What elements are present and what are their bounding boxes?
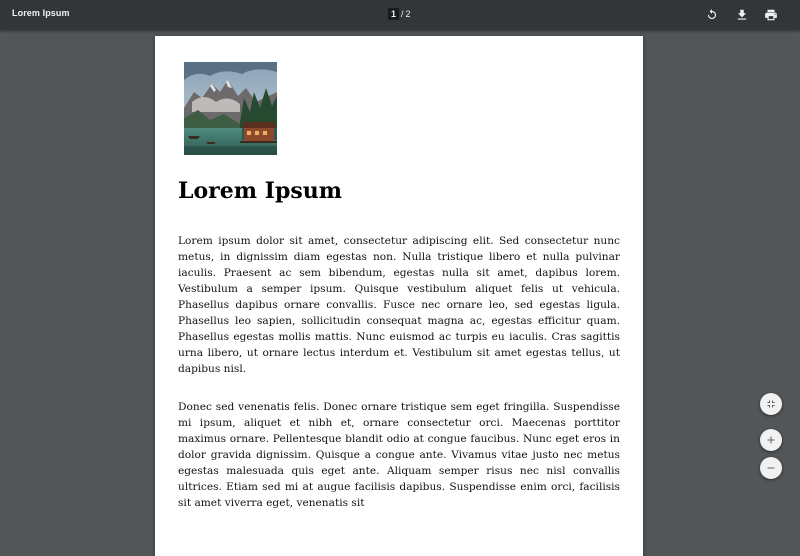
fit-to-page-button[interactable] bbox=[760, 393, 782, 415]
mountain-lake-cabin-photo bbox=[184, 62, 277, 155]
body-paragraph: Donec sed venenatis felis. Donec ornare tristique sem eget fringilla. Suspendisse mi ipsum, aliquet et nibh et, ornare consectetur orci. Maecenas porttitor maximus ornare. Pellentesque blandit odio at congue faucibus. Nunc eget eros in dolor gravida dignissim. Quisque a congue ante. Vivamus vitae justo nec metus egestas malesuada quis eget ante. Aliquam semper risus nec nisl convallis ultrices. Etiam sed mi at augue facilisis dapibus. Suspendisse enim orci, facilisis sit amet viverra eget, venenatis sit bbox=[178, 401, 620, 509]
document-viewer[interactable] bbox=[0, 30, 800, 509]
pdf-toolbar bbox=[0, 0, 800, 30]
minus-icon bbox=[765, 462, 777, 474]
landscape-image bbox=[184, 62, 277, 155]
rotate-icon bbox=[705, 8, 719, 22]
print-icon bbox=[764, 8, 778, 22]
pdf-page bbox=[155, 36, 643, 556]
fit-to-page-icon bbox=[765, 398, 777, 410]
plus-icon bbox=[765, 434, 777, 446]
document-heading: Lorem Ipsum bbox=[178, 178, 343, 204]
page-separator: / bbox=[401, 9, 404, 19]
print-button[interactable] bbox=[761, 5, 781, 25]
page-number-input[interactable]: 1 bbox=[388, 8, 399, 20]
page-indicator bbox=[388, 8, 411, 20]
zoom-in-button[interactable] bbox=[760, 429, 782, 451]
body-paragraph: Lorem ipsum dolor sit amet, consectetur adipiscing elit. Sed consectetur nunc metus, in dignissim diam egestas non. Nulla tristique libero et nulla pulvinar iaculis. Praesent ac sem bibendum, egestas nulla sit amet, dapibus lorem. Vestibulum a semper ipsum. Quisque vestibulum aliquet felis ut vehicula. Phasellus dapibus ornare convallis. Fusce nec ornare leo, sed egestas ligula. Phasellus leo sapien, sollicitudin consequat magna ac, egestas efficitur quam. Phasellus egestas mollis mattis. Nunc euismod ac turpis eu iaculis. Cras sagittis urna libero, ut ornare lectus interdum et. Vestibulum sit amet egestas tellus, ut dapibus nisl. bbox=[178, 235, 620, 375]
rotate-button[interactable] bbox=[702, 5, 722, 25]
page-total: 2 bbox=[405, 9, 411, 19]
document-title: Lorem Ipsum bbox=[12, 8, 70, 18]
download-button[interactable] bbox=[732, 5, 752, 25]
zoom-out-button[interactable] bbox=[760, 457, 782, 479]
download-icon bbox=[735, 8, 749, 22]
